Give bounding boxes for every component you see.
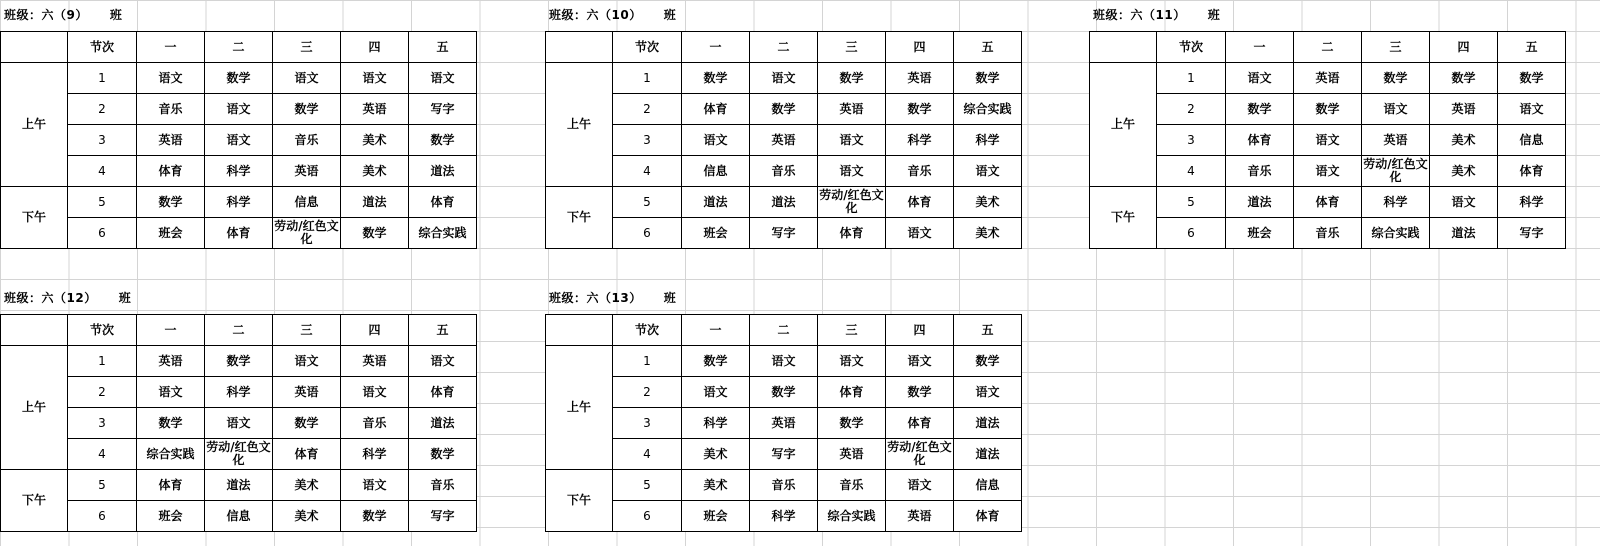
subject-cell[interactable]: 信息 [205,501,273,532]
subject-cell[interactable]: 音乐 [818,470,886,501]
session-am[interactable]: 上午 [546,63,613,187]
subject-cell[interactable]: 科学 [1362,187,1430,218]
session-pm[interactable]: 下午 [1090,187,1157,249]
subject-cell[interactable]: 语文 [137,377,205,408]
table-row [546,94,1022,125]
header-row [1,315,477,346]
period-number[interactable]: 2 [613,377,682,408]
subject-cell[interactable]: 语文 [341,377,409,408]
period-number[interactable]: 3 [613,408,682,439]
subject-cell[interactable]: 劳动/红色文化 [1362,156,1430,187]
subject-cell[interactable]: 科学 [750,501,818,532]
table-row [546,470,1022,501]
subject-cell[interactable]: 科学 [886,125,954,156]
period-number[interactable]: 5 [68,187,137,218]
subject-cell[interactable]: 科学 [954,125,1022,156]
subject-cell[interactable]: 写字 [409,501,477,532]
subject-cell[interactable]: 数学 [409,125,477,156]
timetable [1089,31,1566,249]
class-suffix: 班 [663,291,677,305]
subject-cell[interactable]: 语文 [273,63,341,94]
header-day[interactable]: 一 [682,315,750,346]
header-day[interactable]: 五 [409,315,477,346]
session-pm[interactable]: 下午 [546,470,613,532]
header-day[interactable]: 四 [886,32,954,63]
subject-cell[interactable]: 写字 [409,94,477,125]
subject-cell[interactable]: 语文 [682,125,750,156]
header-day[interactable]: 三 [818,32,886,63]
subject-cell[interactable]: 音乐 [273,125,341,156]
session-am[interactable]: 上午 [1090,63,1157,187]
subject-cell[interactable]: 体育 [954,501,1022,532]
subject-cell[interactable]: 数学 [1362,63,1430,94]
class-suffix: 班 [109,8,123,22]
timetable [0,31,477,249]
header-day[interactable]: 四 [886,315,954,346]
subject-cell[interactable]: 音乐 [886,156,954,187]
subject-cell[interactable]: 体育 [818,218,886,249]
corner-cell[interactable] [546,315,613,346]
subject-cell[interactable]: 美术 [682,470,750,501]
subject-cell[interactable]: 数学 [137,187,205,218]
table-row [1,470,477,501]
subject-cell[interactable]: 语文 [750,346,818,377]
subject-cell[interactable]: 数学 [1498,63,1566,94]
subject-cell[interactable]: 英语 [341,346,409,377]
subject-cell[interactable]: 道法 [750,187,818,218]
subject-cell[interactable]: 数学 [341,218,409,249]
subject-cell[interactable]: 班会 [682,218,750,249]
subject-cell[interactable]: 语文 [273,346,341,377]
subject-cell[interactable]: 信息 [682,156,750,187]
subject-cell[interactable]: 英语 [818,94,886,125]
subject-cell[interactable]: 综合实践 [1362,218,1430,249]
subject-cell[interactable]: 美术 [1430,156,1498,187]
period-number[interactable]: 2 [1157,94,1226,125]
subject-cell[interactable]: 信息 [954,470,1022,501]
header-day[interactable]: 二 [750,32,818,63]
header-day[interactable]: 五 [954,32,1022,63]
corner-cell[interactable] [1090,32,1157,63]
subject-cell[interactable]: 数学 [1226,94,1294,125]
period-number[interactable]: 4 [1157,156,1226,187]
class-suffix: 班 [1207,8,1221,22]
subject-cell[interactable]: 体育 [886,408,954,439]
subject-cell[interactable]: 劳动/红色文化 [205,439,273,470]
subject-cell[interactable]: 体育 [1226,125,1294,156]
period-number[interactable]: 5 [613,470,682,501]
period-number[interactable]: 4 [68,156,137,187]
subject-cell[interactable]: 音乐 [750,156,818,187]
subject-cell[interactable]: 语文 [205,408,273,439]
subject-cell[interactable]: 语文 [954,377,1022,408]
header-day[interactable]: 二 [1294,32,1362,63]
subject-cell[interactable]: 美术 [682,439,750,470]
subject-cell[interactable]: 美术 [954,218,1022,249]
period-number[interactable]: 6 [68,218,137,249]
table-row [1090,125,1566,156]
table-row [546,218,1022,249]
subject-cell[interactable]: 综合实践 [954,94,1022,125]
subject-cell[interactable]: 科学 [682,408,750,439]
subject-cell[interactable]: 美术 [954,187,1022,218]
table-row [546,501,1022,532]
period-number[interactable]: 6 [68,501,137,532]
subject-cell[interactable]: 音乐 [137,94,205,125]
subject-cell[interactable]: 数学 [818,408,886,439]
subject-cell[interactable]: 班会 [137,218,205,249]
header-row [1090,32,1566,63]
subject-cell[interactable]: 数学 [205,63,273,94]
subject-cell[interactable]: 体育 [1498,156,1566,187]
subject-cell[interactable]: 数学 [137,408,205,439]
subject-cell[interactable]: 道法 [341,187,409,218]
period-number[interactable]: 5 [1157,187,1226,218]
period-number[interactable]: 4 [613,439,682,470]
subject-cell[interactable]: 音乐 [1294,218,1362,249]
subject-cell[interactable]: 数学 [886,94,954,125]
header-day[interactable]: 一 [1226,32,1294,63]
subject-cell[interactable]: 语文 [954,156,1022,187]
table-row [1090,156,1566,187]
period-number[interactable]: 1 [613,63,682,94]
class-label: 班级：六（13） [549,291,642,305]
subject-cell[interactable]: 综合实践 [818,501,886,532]
subject-cell[interactable]: 音乐 [750,470,818,501]
table-row [1,63,477,94]
period-number[interactable]: 1 [1157,63,1226,94]
period-number[interactable]: 6 [1157,218,1226,249]
header-day[interactable]: 二 [750,315,818,346]
subject-cell[interactable]: 信息 [1498,125,1566,156]
subject-cell[interactable]: 班会 [682,501,750,532]
class-label: 班级：六（9） [4,8,88,22]
table-row [1,125,477,156]
period-number[interactable]: 2 [68,94,137,125]
subject-cell[interactable]: 体育 [682,94,750,125]
header-day[interactable]: 三 [273,32,341,63]
table-row [1,218,477,249]
subject-cell[interactable]: 语文 [409,346,477,377]
class-label: 班级：六（11） [1093,8,1186,22]
subject-cell[interactable]: 道法 [1430,218,1498,249]
header-day[interactable]: 五 [1498,32,1566,63]
table-row [1090,218,1566,249]
header-day[interactable]: 四 [341,32,409,63]
header-day[interactable]: 五 [954,315,1022,346]
subject-cell[interactable]: 英语 [137,346,205,377]
header-day[interactable]: 四 [1430,32,1498,63]
subject-cell[interactable]: 语文 [682,377,750,408]
table-row [1,187,477,218]
subject-cell[interactable]: 道法 [954,408,1022,439]
subject-cell[interactable]: 科学 [205,187,273,218]
session-am[interactable]: 上午 [1,63,68,187]
header-jieci[interactable]: 节次 [68,32,137,63]
subject-cell[interactable]: 数学 [750,377,818,408]
timetable-block [1089,0,1569,260]
subject-cell[interactable]: 劳动/红色文化 [818,187,886,218]
period-number[interactable]: 2 [68,377,137,408]
subject-cell[interactable]: 美术 [273,501,341,532]
subject-cell[interactable]: 语文 [818,125,886,156]
subject-cell[interactable]: 英语 [341,94,409,125]
subject-cell[interactable]: 语文 [1430,187,1498,218]
subject-cell[interactable]: 语文 [750,63,818,94]
subject-cell[interactable]: 语文 [886,470,954,501]
subject-cell[interactable]: 数学 [1430,63,1498,94]
header-day[interactable]: 五 [409,32,477,63]
period-number[interactable]: 3 [1157,125,1226,156]
subject-cell[interactable]: 英语 [137,125,205,156]
corner-cell[interactable] [1,315,68,346]
class-label: 班级：六（12） [4,291,97,305]
table-row [546,377,1022,408]
subject-cell[interactable]: 数学 [750,94,818,125]
header-day[interactable]: 二 [205,32,273,63]
subject-cell[interactable]: 语文 [886,218,954,249]
subject-cell[interactable]: 英语 [1294,63,1362,94]
subject-cell[interactable]: 英语 [886,501,954,532]
period-number[interactable]: 1 [68,346,137,377]
subject-cell[interactable]: 语文 [1226,63,1294,94]
table-row [1,94,477,125]
subject-cell[interactable]: 班会 [137,501,205,532]
subject-cell[interactable]: 语文 [205,94,273,125]
subject-cell[interactable]: 科学 [205,156,273,187]
class-title [4,289,131,306]
subject-cell[interactable]: 数学 [886,377,954,408]
period-number[interactable]: 6 [613,218,682,249]
subject-cell[interactable]: 体育 [1294,187,1362,218]
subject-cell[interactable]: 英语 [1430,94,1498,125]
subject-cell[interactable]: 数学 [954,346,1022,377]
subject-cell[interactable]: 科学 [205,377,273,408]
subject-cell[interactable]: 英语 [750,408,818,439]
corner-cell[interactable] [1,32,68,63]
table-row [546,346,1022,377]
subject-cell[interactable]: 数学 [1294,94,1362,125]
subject-cell[interactable]: 数学 [341,501,409,532]
period-number[interactable]: 6 [613,501,682,532]
subject-cell[interactable]: 数学 [682,63,750,94]
header-day[interactable]: 一 [137,315,205,346]
subject-cell[interactable]: 道法 [409,156,477,187]
subject-cell[interactable]: 科学 [341,439,409,470]
subject-cell[interactable]: 写字 [750,439,818,470]
subject-cell[interactable]: 语文 [1294,125,1362,156]
subject-cell[interactable]: 英语 [818,439,886,470]
subject-cell[interactable]: 道法 [682,187,750,218]
subject-cell[interactable]: 体育 [818,377,886,408]
header-day[interactable]: 二 [205,315,273,346]
session-am[interactable]: 上午 [546,346,613,470]
subject-cell[interactable]: 科学 [1498,187,1566,218]
subject-cell[interactable]: 体育 [137,470,205,501]
period-number[interactable]: 3 [68,125,137,156]
subject-cell[interactable]: 语文 [1362,94,1430,125]
table-row [1,439,477,470]
table-row [1,156,477,187]
class-label: 班级：六（10） [549,8,642,22]
period-number[interactable]: 4 [68,439,137,470]
subject-cell[interactable]: 语文 [1294,156,1362,187]
header-jieci[interactable]: 节次 [1157,32,1226,63]
period-number[interactable]: 4 [613,156,682,187]
subject-cell[interactable]: 美术 [1430,125,1498,156]
subject-cell[interactable]: 综合实践 [409,218,477,249]
subject-cell[interactable]: 体育 [273,439,341,470]
period-number[interactable]: 3 [68,408,137,439]
subject-cell[interactable]: 数学 [205,346,273,377]
subject-cell[interactable]: 数学 [682,346,750,377]
subject-cell[interactable]: 语文 [341,63,409,94]
subject-cell[interactable]: 语文 [341,470,409,501]
subject-cell[interactable]: 道法 [205,470,273,501]
subject-cell[interactable]: 音乐 [409,470,477,501]
session-pm[interactable]: 下午 [1,187,68,249]
subject-cell[interactable]: 写字 [750,218,818,249]
subject-cell[interactable]: 语文 [205,125,273,156]
period-number[interactable]: 1 [613,346,682,377]
subject-cell[interactable]: 音乐 [341,408,409,439]
session-pm[interactable]: 下午 [1,470,68,532]
header-day[interactable]: 四 [341,315,409,346]
subject-cell[interactable]: 英语 [1362,125,1430,156]
class-title [549,6,676,23]
table-row [1,408,477,439]
subject-cell[interactable]: 综合实践 [137,439,205,470]
session-pm[interactable]: 下午 [546,187,613,249]
timetable [545,31,1022,249]
header-row [546,32,1022,63]
timetable-block [545,0,1025,260]
subject-cell[interactable]: 体育 [137,156,205,187]
subject-cell[interactable]: 道法 [1226,187,1294,218]
subject-cell[interactable]: 美术 [341,156,409,187]
timetable-block [0,0,480,260]
header-row [546,315,1022,346]
period-number[interactable]: 5 [613,187,682,218]
subject-cell[interactable]: 写字 [1498,218,1566,249]
subject-cell[interactable]: 数学 [409,439,477,470]
subject-cell[interactable]: 信息 [273,187,341,218]
header-row [1,32,477,63]
subject-cell[interactable]: 体育 [205,218,273,249]
table-row [1090,63,1566,94]
session-am[interactable]: 上午 [1,346,68,470]
timetable [545,314,1022,532]
subject-cell[interactable]: 数学 [273,94,341,125]
subject-cell[interactable]: 美术 [273,470,341,501]
table-row [546,408,1022,439]
table-row [546,63,1022,94]
header-day[interactable]: 一 [682,32,750,63]
subject-cell[interactable]: 语文 [137,63,205,94]
subject-cell[interactable]: 语文 [409,63,477,94]
subject-cell[interactable]: 班会 [1226,218,1294,249]
header-day[interactable]: 一 [137,32,205,63]
period-number[interactable]: 5 [68,470,137,501]
subject-cell[interactable]: 劳动/红色文化 [273,218,341,249]
subject-cell[interactable]: 语文 [1498,94,1566,125]
table-row [1,346,477,377]
header-jieci[interactable]: 节次 [613,315,682,346]
subject-cell[interactable]: 语文 [818,346,886,377]
class-title [549,289,676,306]
header-jieci[interactable]: 节次 [613,32,682,63]
subject-cell[interactable]: 音乐 [1226,156,1294,187]
class-suffix: 班 [118,291,132,305]
table-row [546,187,1022,218]
table-row [1,377,477,408]
subject-cell[interactable]: 英语 [273,156,341,187]
class-title [1093,6,1220,23]
subject-cell[interactable]: 英语 [750,125,818,156]
subject-cell[interactable]: 体育 [886,187,954,218]
period-number[interactable]: 2 [613,94,682,125]
class-suffix: 班 [663,8,677,22]
subject-cell[interactable]: 体育 [409,187,477,218]
header-day[interactable]: 三 [273,315,341,346]
table-row [546,125,1022,156]
subject-cell[interactable]: 美术 [341,125,409,156]
header-day[interactable]: 三 [1362,32,1430,63]
period-number[interactable]: 1 [68,63,137,94]
timetable-block [545,283,1025,543]
corner-cell[interactable] [546,32,613,63]
period-number[interactable]: 3 [613,125,682,156]
subject-cell[interactable]: 数学 [273,408,341,439]
subject-cell[interactable]: 体育 [409,377,477,408]
subject-cell[interactable]: 语文 [886,346,954,377]
subject-cell[interactable]: 语文 [818,156,886,187]
header-day[interactable]: 三 [818,315,886,346]
table-row [1,501,477,532]
subject-cell[interactable]: 数学 [818,63,886,94]
timetable-block [0,283,480,543]
timetable [0,314,477,532]
table-row [546,156,1022,187]
subject-cell[interactable]: 劳动/红色文化 [886,439,954,470]
subject-cell[interactable]: 英语 [273,377,341,408]
subject-cell[interactable]: 道法 [954,439,1022,470]
subject-cell[interactable]: 英语 [886,63,954,94]
subject-cell[interactable]: 道法 [409,408,477,439]
subject-cell[interactable]: 数学 [954,63,1022,94]
table-row [1090,187,1566,218]
class-title [4,6,122,23]
table-row [546,439,1022,470]
header-jieci[interactable]: 节次 [68,315,137,346]
table-row [1090,94,1566,125]
